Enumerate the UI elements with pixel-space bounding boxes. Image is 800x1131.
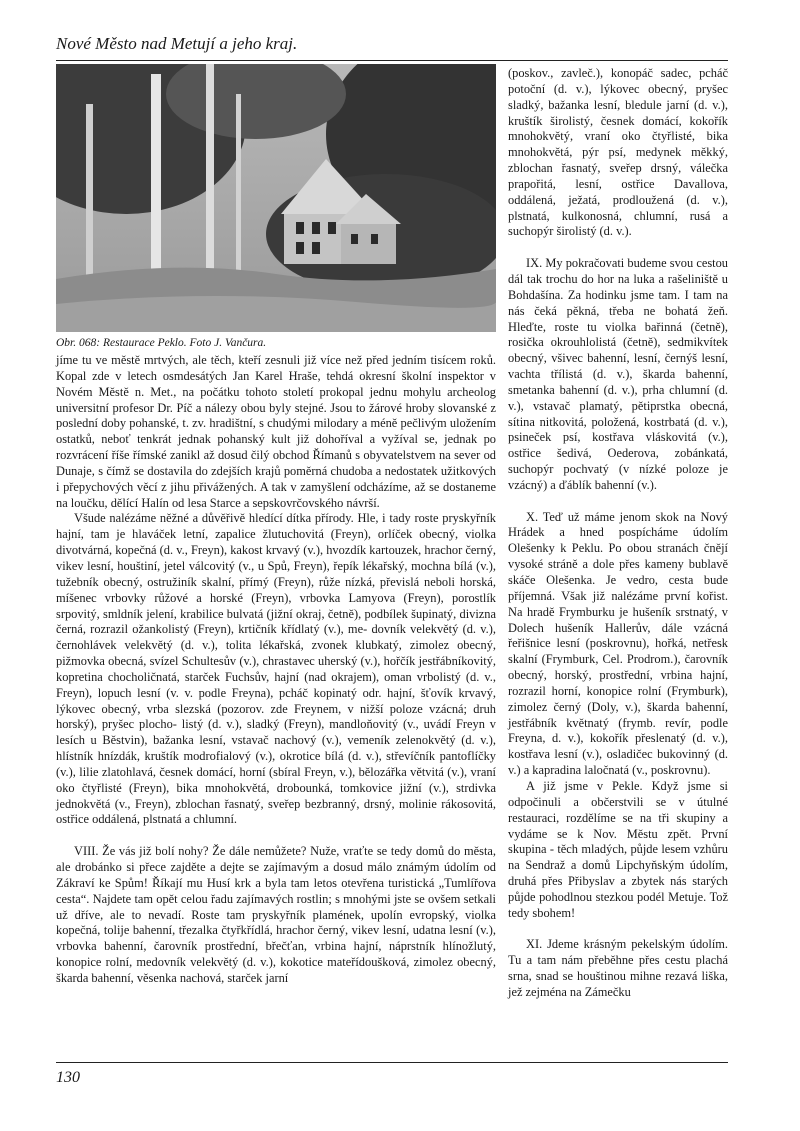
left-paragraph: jíme tu ve městě mrtvých, ale těch, kteří zesnuli již více než před jedním tisícem roků. Kopal zde v letech osmdesátých Jan Karel Hraše, tehdá okresní školní inspektor v Novém Městě n. Met., na počátku tohoto století prokopal jednu mohylu archeolog universitní profesor Dr. Píč a nálezy obou byly stejné. Jsou to žárové hroby slovanské z poslední doby pohanské, t. zv. hradištní, s chudými milodary a méně pečlivým uložením ostatků, neboť tenkrát jednak pohanský kult již dohoříval a vyžíval se, jednak po rozvrácení říše římské zanikl až dosud čilý obchod Římanů s obyvatelstvem na sever od Dunaje, s čímž se dostavila do zdejších krajů poměrná chudoba a nedostatek užitkových i přepychových věcí z jihu přivážených. A tak v zamyšlení odcházíme, až se dostaneme na loučku, dělící Halín od lesa Starce a sepskovrčovského návrší. bbox=[56, 353, 496, 510]
page-footer bbox=[56, 1062, 728, 1086]
left-paragraph: VIII. Že vás již bolí nohy? Že dále nemůžete? Nuže, vraťte se tedy domů do města, ale drobánko si přece zajděte a dejte se zajímavým a dosud málo známým údolím od Zákraví ke Spům! Říkají mu Husí krk a byla tam letos otevřena turistická „Tumlířova cesta“. Najdete tam opět celou řadu zajímavých rostlin; s mnohými jste se ovšem setkali už dříve, ale to nevadí. Roste tam pryskyřník plamének, upolín evropský, violka kopečná, tolije bahenní, třezalka čtyřkřídlá, hrachor černý, vikev lesní, udatna lesní (v.), vrbovka bahenní, čarovník prostřední, břečťan, vrbina hajní, náprstník hlínožlutý, konopice rolní, medovník velekvětý (d. v.), kokotice mateřídoušková, zimolez obecný, škarda bahenní, věsenka nachová, starček jarní bbox=[56, 844, 496, 985]
left-paragraph: Všude nalézáme něžné a důvěřivě hledící dítka přírody. Hle, i tady roste pryskyřník hajní, tam je hlaváček letní, zapalice žlutuchovitá (Freyn), orlíček obecný, violka divotvárná, kopečná (d. v., Freyn), kakost krvavý (v.), hvozdík kartouzek, hrachor černý, vikev lesní, houštiní, jetel válcovitý (v., u Spů, Freyn), řepík lékařský, mochna bílá (v.), tužebník obecný, ostružiník skalní, přímý (Freyn), růže nízká, převislá neboli horská, míšenec vrbovky růžové a horské (Freyn), vrbovka Lamyova (Freyn), porostlík srpovitý, smldník jelení, krabilice bulvatá (jižní okraj, četně), podbílek šupinatý, divizna černá, rozrazil ožankolistý (Freyn), krtičník křídlatý (v.), me- dovník velekvětý (d. v.), černohlávek velekvětý (d. v.), tolita lékařská, zvonek klubkatý, zimolez obecný, pižmovka obecná, svízel Schultesův (v.), chrastavec uherský (v.), hořčík jestřábníkovitý, kopretina chocholičnatá, starček Fuchsův, hajní (nad okrajem), oman vrbolistý (d. v., Freyn), lopuch lesní (v. v. podle Freyna), pcháč kopinatý odr. hajní, šťovík krvavý, lýkovec obecný, vrba slezská (pozorov. zde Freynem, v nižší poloze vzácná; druh horský), pryšec plocho- listý (d. v.), sladký (Freyn), mandloňovitý (v., uvádí Freyn v lesích u Běstvin), bažanka lesní, vstavač nachový (v.), vemeník zelenokvětý (d. v.), hlístník hnízdák, kruštík modrofialový (v.), okrotice bílá (d. v.), střevíčník pantoflíčky (v.), lilie zlatohlavá, česnek domácí, horní (sbíral Freyn, v.), bělozářka větvitá (v.), vraní oko čtyřlisté (Freyn), bika mnohokvětá, drobounká, tomkovice jižní (v.), strdivka jednokvětá (v., Freyn), zblochan řasnatý, sveřep bezbranný, drsný, molinie rákosovitá, ostřice oddálená, plstnatá a chlumní. bbox=[56, 511, 496, 827]
right-text-column bbox=[508, 66, 728, 1001]
photo-caption: Obr. 068: Restaurace Peklo. Foto J. Vančura. bbox=[56, 337, 267, 349]
right-paragraph: X. Teď už máme jenom skok na Nový Hrádek a hned pospícháme údolím Olešenky k Peklu. Po obou stranách čnějí vysoké stráně a dole přes kameny bublavě skáče Olešenka. Je vedro, cesta bude příjemná. Však již nalézáme první kořist. Na hradě Frymburku je hušeník srstnatý, v Dolech hušeník Hallerův, dále vzácná řeřišnice lesní (poskrovnu), hořká, netřesk skalní (Frymburk, Cel. Prodrom.), čarovník obecný, horský, prostřední, vrbina hajní, rozrazil horní, konopice rolní (Frymburk), zimolez černý (Doly, v.), škarda bahenní, jestřábník květnatý (frymb. revír, podle Freyna, d. v.), kokořík přeslenatý (d. v.), kostřava lesní (v.), osladičec bukovinný (d. v.) a kapradina laločnatá (v., poskrovnu). bbox=[508, 509, 728, 778]
running-header-title: Nové Město nad Metují a jeho kraj. bbox=[56, 34, 298, 53]
left-text-column bbox=[56, 353, 496, 987]
right-paragraph: (poskov., zavleč.), konopáč sadec, pcháč potoční (d. v.), lýkovec obecný, pryšec sladký, bažanka lesní, bledule jarní (d. v.), kruštík širolistý, česnek domácí, kokořík mnohokvětý, vraní oko čtyřlisté, bika mnohokvětá, pýr psí, medynek měkký, zblochan řasnatý, sveřep drsný, válečka prapořitá, lesní, ostřice Davallova, oddálená, ježatá, prodloužená (d. v.), plstnatá, kulkonosná, chlumní, rusá a suchopýr širolistý (d. v.). bbox=[508, 66, 728, 239]
restaurant-photo-image bbox=[56, 64, 496, 332]
restaurant-photo bbox=[56, 64, 496, 332]
right-paragraph: A již jsme v Pekle. Když jsme si odpočinuli a občerstvili se v útulné restauraci, rozdělíme se na tři skupiny a vydáme se k Nov. Městu zpět. První skupina - těch mladých, půjde lesem vzhůru na Sendraž a domů Lipchyňským údolím, druhá přes Přibyslav a zbytek nás starých půjde pohodlnou stezkou podél Metuje. Tož tedy sbohem! bbox=[508, 778, 728, 920]
right-paragraph: IX. My pokračovati budeme svou cestou dál tak trochu do hor na luka a rašeliniště u Bohdašína. Za hodinku jsme tam. I tam na nás čeká pěkná, třeba ne bohatá žeň. Hleďte, roste tu violka bařinná (četně), rosička okrouhlolistá (četně), sedmikvítek obecný, všivec bahenní, lesní, černýš lesní, vachta třílistá (d. v.), škarda bahenní, smetanka bahenní (d. v.), prha chlumní (d. v.), vstavač plamatý, pětiprstka obecná, sítina nitkovitá, položená, kostrbatá (d. v.), psineček psí, kostřava vláskovitá (v.), ostřice šedivá, Oederova, zobánkatá, suchopýr pochvatý (v nízké poloze je vzácný) a ďáblík bahenní (v.). bbox=[508, 256, 728, 492]
running-header bbox=[56, 30, 728, 61]
right-paragraph: XI. Jdeme krásným pekelským údolím. Tu a tam nám přeběhne přes cestu plachá srna, snad se houštinou mihne rezavá liška, jež zejména na Zámečku bbox=[508, 937, 728, 999]
page-number: 130 bbox=[56, 1069, 80, 1086]
